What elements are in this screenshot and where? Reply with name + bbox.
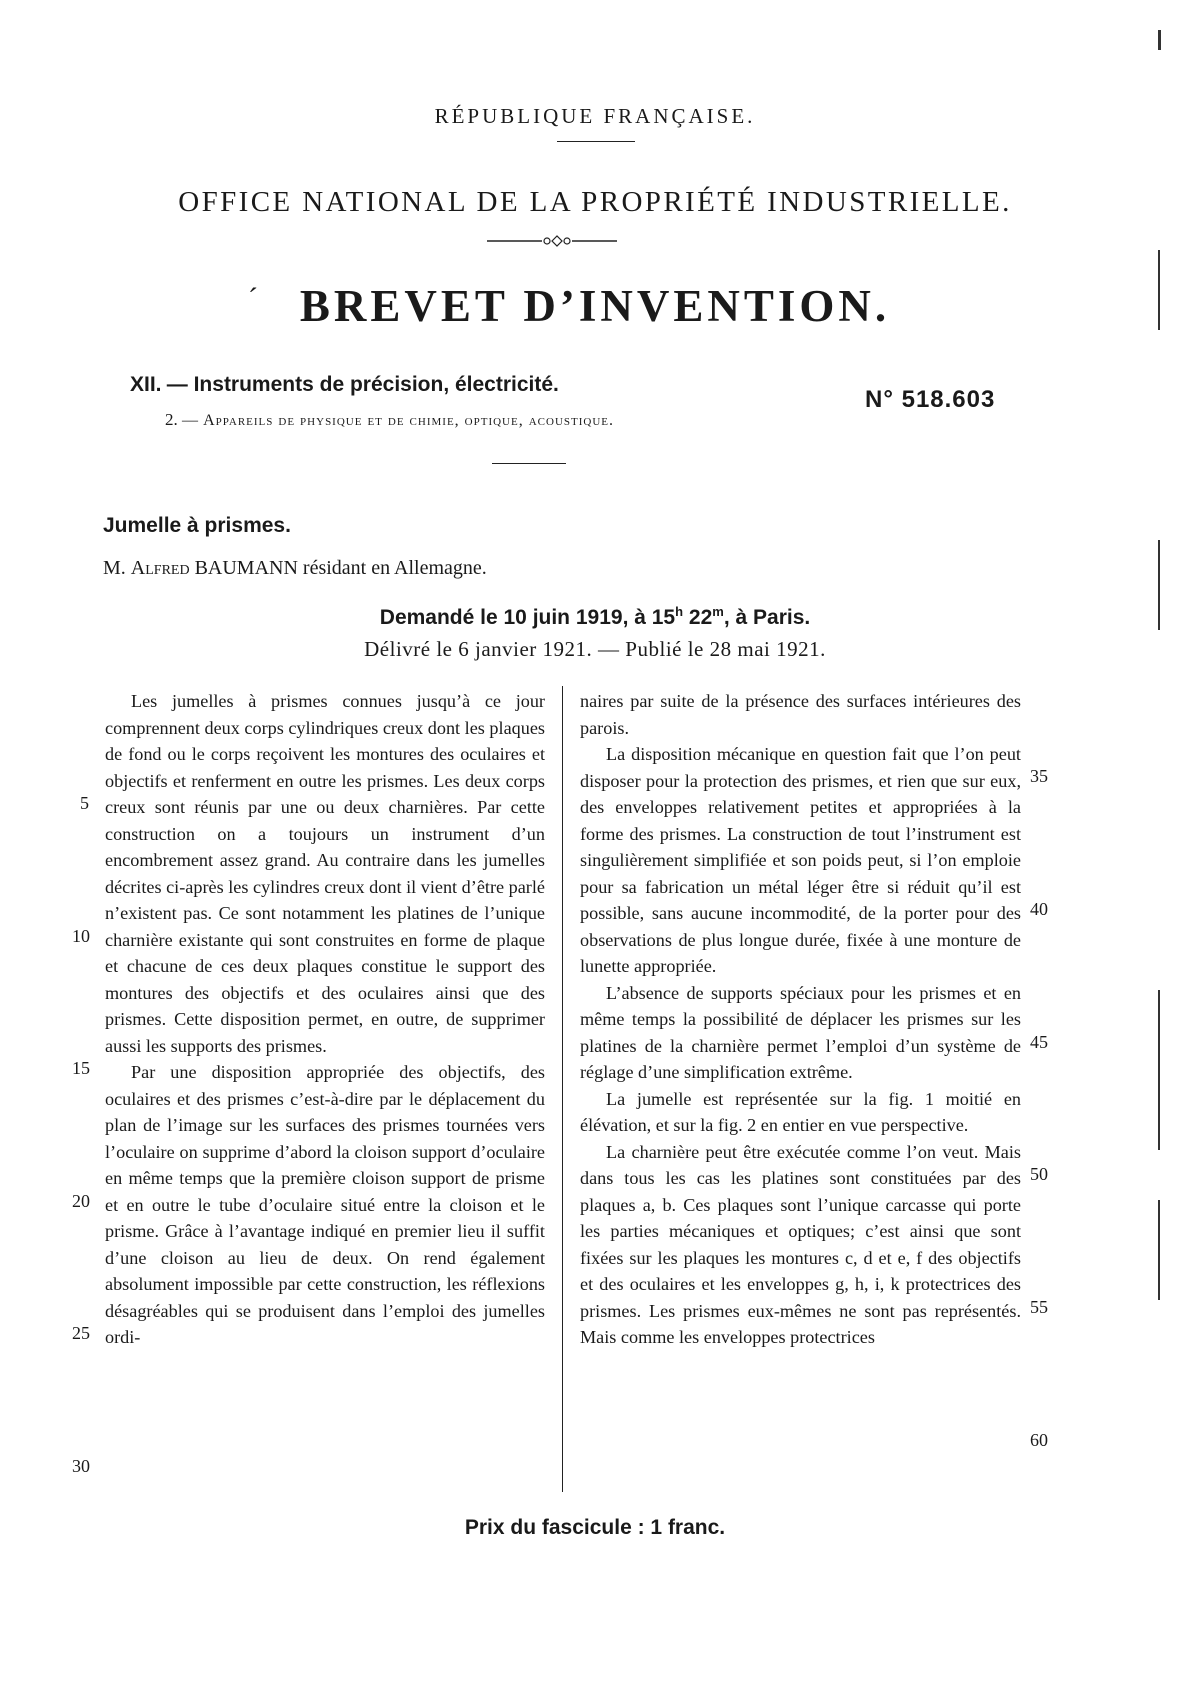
paragraph: La jumelle est représentée sur la fig. 1 moitié en élévation, et sur la fig. 2 en entier en vue perspective. [580,1088,1021,1135]
line-number: 30 [72,1456,90,1476]
group-title: — Instruments de précision, électricité. [166,373,559,396]
scan-edge-artifact [1158,30,1161,50]
filing-text-a: Demandé le 10 juin 1919, à 15 [379,606,676,629]
subgroup-number: 2. [165,410,178,429]
line-number: 15 [72,1058,90,1078]
scan-edge-artifact [1158,1200,1160,1300]
paragraph: L’absence de supports spéciaux pour les prismes et en même temps la possibilité de déplacer les prismes sur les platines de la charnière permet l’emploi d’un système de réglage d’une simplification extrême. [580,982,1021,1082]
line-number: 45 [1030,1032,1048,1052]
office-header: OFFICE NATIONAL DE LA PROPRIÉTÉ INDUSTRIELLE. [178,186,1012,218]
section-rule [492,463,566,464]
body-left-column [105,688,545,1351]
filing-text-b: 22 [683,606,713,629]
column-divider [562,686,563,1492]
issue-publication-date: Délivré le 6 janvier 1921. — Publié le 28 mai 1921. [364,637,826,661]
scan-edge-artifact [1158,990,1160,1150]
body-right-column [580,688,1021,1351]
scan-edge-artifact [1158,250,1160,330]
subgroup-title: — Appareils de physique et de chimie, optique, acoustique. [182,412,614,429]
line-number: 20 [72,1191,90,1211]
line-number: 5 [80,793,89,813]
invention-title: Jumelle à prismes. [103,514,291,537]
line-number: 25 [72,1323,90,1343]
header-rule [557,141,635,142]
paragraph: Les jumelles à prismes connues jusqu’à ce jour comprennent deux corps cylindriques creux dont les plaques de fond ou le corps reçoivent les montures des oculaires et objectifs et renferment en outre les prismes. Les deux corps creux sont réunis par une ou deux charnières. Par cette construction on a toujours un instrument d’un encombrement assez grand. Au contraire dans les jumelles décrites ci-après les cylindres creux dont il vient d’être parlé n’existent pas. Ce sont notamment les platines de l’unique charnière existante qui sont construites en forme de plaque et chacune de ces deux plaques constitue le support des montures des objectifs et des oculaires ainsi que des prismes. Cette disposition permet, en outre, de supprimer aussi les supports des prismes. [105,691,545,1056]
inventor-residence: résidant en Allemagne. [302,557,487,579]
inventor-first-name: Alfred [130,557,190,579]
paragraph: naires par suite de la présence des surfaces intérieures des parois. [580,691,1021,738]
line-number: 60 [1030,1430,1048,1450]
paragraph: La charnière peut être exécutée comme l’on veut. Mais dans tous les cas les platines sont constituées par des plaques a, b. Ces plaques sont l’unique carcasse qui porte les parties mécaniques et optiques; c’est ainsi que sont fixées sur les plaques les montures c, d et e, f des objectifs et des oculaires et les enveloppes g, h, i, k protectrices des prismes. Les prismes eux-mêmes ne sont pas représentés. Mais comme les enveloppes protectrices [580,1141,1021,1347]
scan-edge-artifact [1158,540,1160,630]
line-number: 40 [1030,899,1048,919]
paragraph: Par une disposition appropriée des objectifs, des oculaires et des prismes c’est-à-dire par le déplacement du plan de l’image sur les surfaces des prismes tournées vers l’oculaire on supprime d’abord la cloison support d’oculaire en même temps que la première cloison support de prisme et en outre le tube d’oculaire situé entre la cloison et le prisme. Grâce à l’avantage indiqué en premier lieu il suffit d’une cloison au lieu de deux. On rend également absolument impossible par cette construction, les réflexions désagréables qui se produisent dans l’emploi des jumelles ordi- [105,1062,545,1347]
inventor-prefix: M. [103,557,126,579]
line-number: 50 [1030,1164,1048,1184]
patent-number: N° 518.603 [865,386,996,413]
stray-mark: ´ [248,282,258,315]
document-title: BREVET D’INVENTION. [299,281,891,331]
inventor-last-name: BAUMANN [194,557,298,579]
filing-text-c: , à Paris. [723,606,811,629]
filing-sup-m: m [712,604,724,619]
classification-subgroup [165,410,614,430]
filing-date [0,604,1190,630]
filing-sup-h: h [675,604,684,619]
line-number: 35 [1030,766,1048,786]
line-number: 55 [1030,1297,1048,1317]
group-number: XII. [130,373,162,396]
inventor-line [103,557,487,580]
line-number: 10 [72,926,90,946]
country-header: RÉPUBLIQUE FRANÇAISE. [434,104,756,128]
classification-group [130,372,559,397]
ornament-divider [487,234,617,248]
price-footer: Prix du fascicule : 1 franc. [464,1516,726,1539]
paragraph: La disposition mécanique en question fait que l’on peut disposer pour la protection des prismes, et rien que sur eux, des enveloppes relativement petites et appropriées à la forme des prismes. La construction de tout l’instrument est singulièrement simplifiée et son poids peut, si l’on emploie pour sa fabrication un métal léger être si réduit qu’il est possible, sans aucune incommodité, de la porter pour des observations de plus longue durée, fixée à une monture de lunette appropriée. [580,744,1021,976]
